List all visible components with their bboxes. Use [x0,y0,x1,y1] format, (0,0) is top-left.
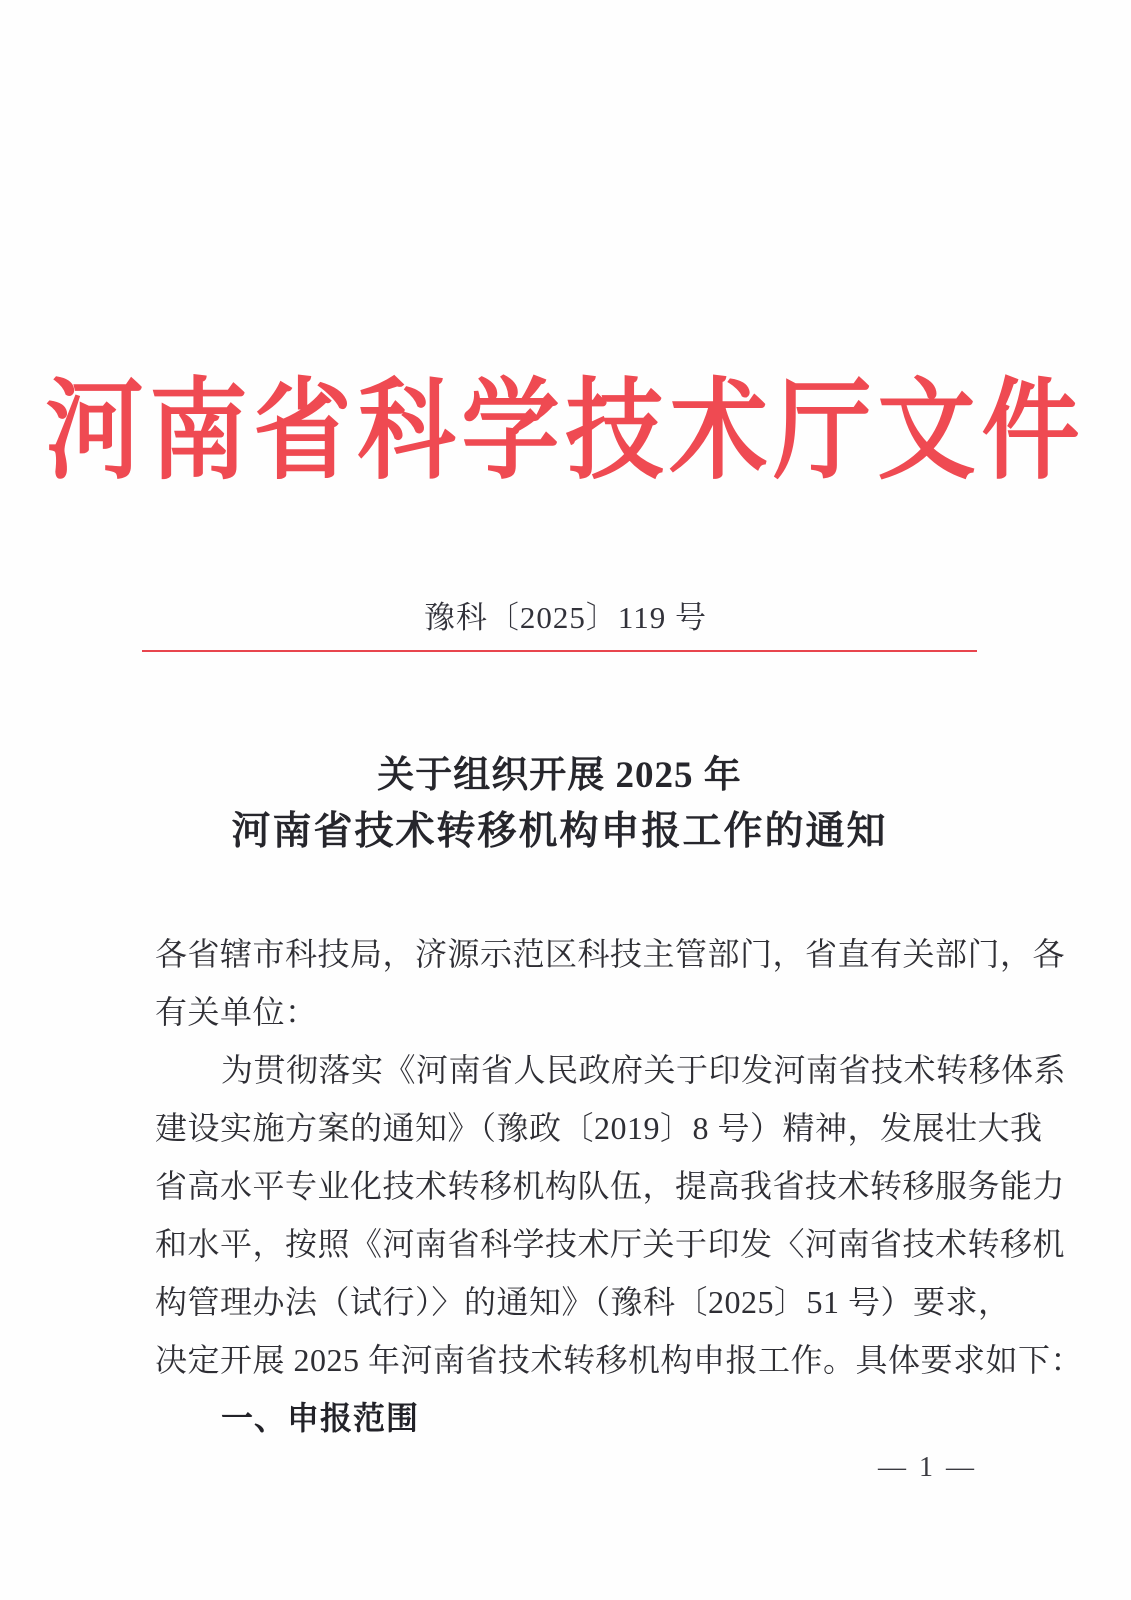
paragraph-line: 建设实施方案的通知》（豫政〔2019〕8 号）精神，发展壮大我 [155,1110,1043,1146]
document-title [142,748,977,860]
red-separator-rule [142,650,977,652]
letterhead [0,372,1131,494]
document-serial-number: 豫科〔2025〕119 号 [423,600,708,635]
document-title-line-2: 河南省技术转移机构申报工作的通知 [231,810,888,853]
paragraph-line: 省高水平专业化技术转移机构队伍，提高我省技术转移服务能力 [155,1168,1066,1204]
addressee-line: 各省辖市科技局，济源示范区科技主管部门，省直有关部门，各 [155,936,1066,972]
paragraph-line: 构管理办法（试行）〉的通知》（豫科〔2025〕51 号）要求， [155,1284,1011,1320]
letterhead-title: 河南省科学技术厅文件 [45,372,1086,494]
addressee-line: 有关单位： [155,994,318,1030]
page-number: — 1 — [878,1452,977,1483]
paragraph-line: 为贯彻落实《河南省人民政府关于印发河南省技术转移体系 [221,1052,1067,1088]
paragraph-line: 和水平，按照《河南省科学技术厅关于印发〈河南省技术转移机 [155,1226,1066,1262]
paragraph-line: 决定开展 2025 年河南省技术转移机构申报工作。具体要求如下： [155,1342,1084,1378]
document-title-line-1: 关于组织开展 2025 年 [377,755,742,796]
document-body [155,925,1084,1447]
section-heading-scope: 一、申报范围 [221,1400,420,1436]
